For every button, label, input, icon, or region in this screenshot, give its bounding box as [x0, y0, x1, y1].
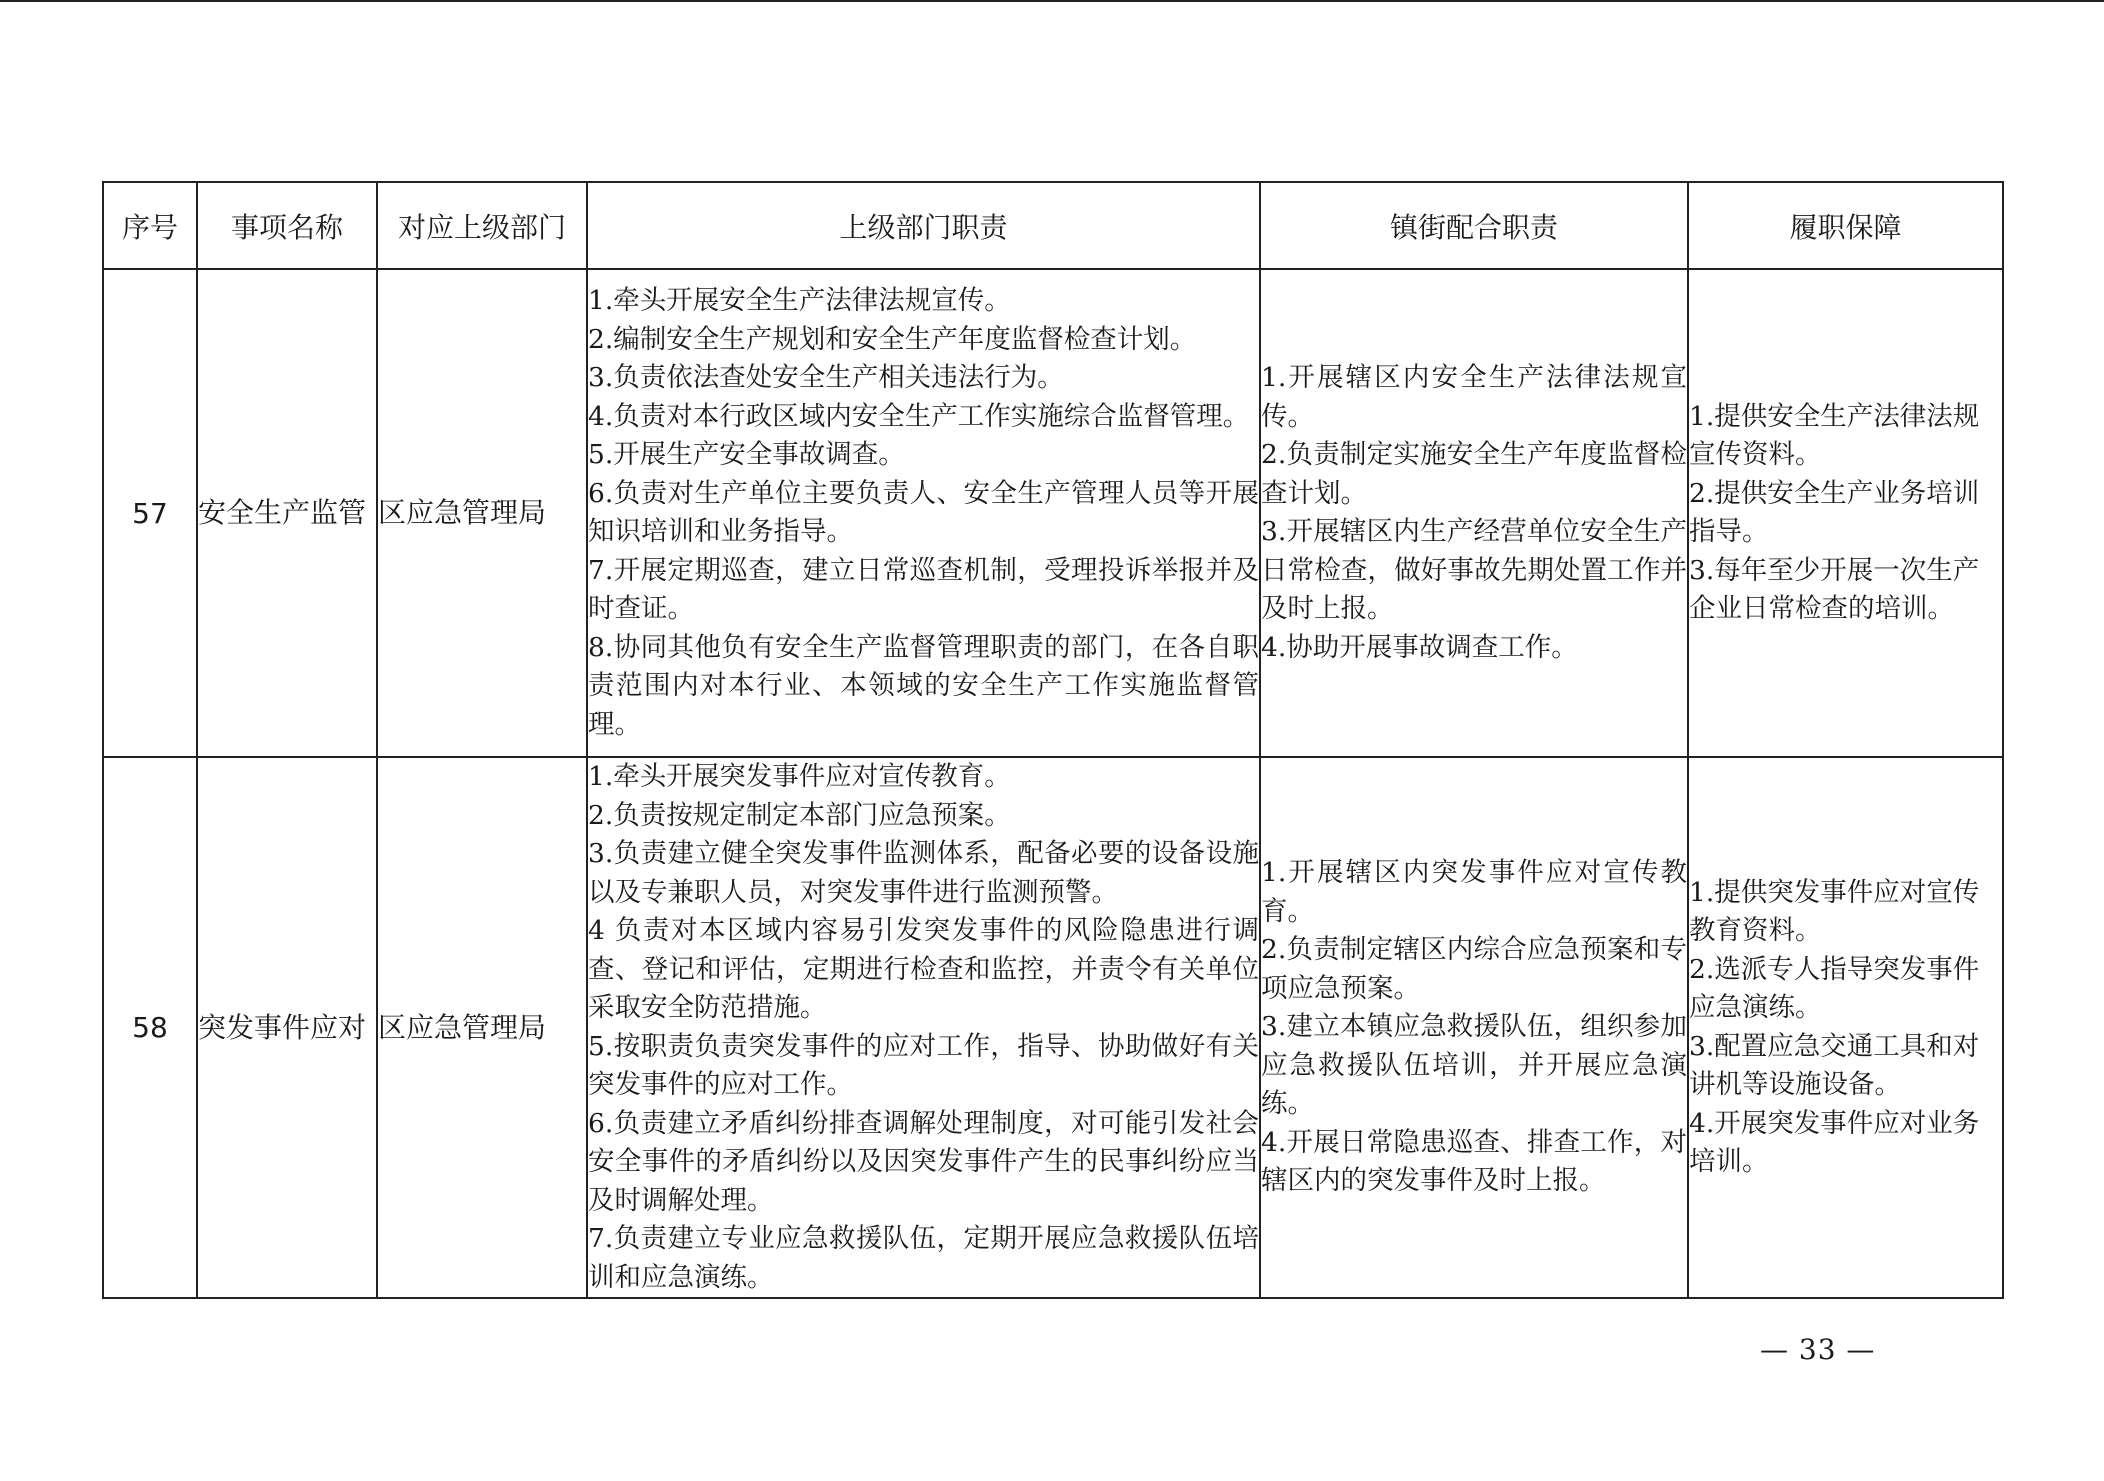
row-item-name: 安全生产监管: [197, 269, 377, 757]
page-number: — 33 —: [1760, 1333, 1876, 1366]
duty-item: 6.负责建立矛盾纠纷排查调解处理制度，对可能引发社会安全事件的矛盾纠纷以及因突发事件产生的民事纠纷应当及时调解处理。: [588, 1107, 1259, 1216]
duty-item: 3.开展辖区内生产经营单位安全生产日常检查，做好事故先期处置工作并及时上报。: [1261, 516, 1687, 624]
duty-table: [102, 181, 2004, 1299]
duty-item: 1.牵头开展突发事件应对宣传教育。: [588, 761, 1011, 792]
guarantee-item: 3.每年至少开展一次生产企业日常检查的培训。: [1689, 554, 1980, 624]
duty-item: 5.开展生产安全事故调查。: [588, 439, 905, 470]
top-border-line: [0, 0, 2104, 2]
header-town-duties: 镇街配合职责: [1260, 182, 1688, 269]
upper-duties-cell: [587, 757, 1260, 1298]
table-row: [103, 269, 2003, 757]
duty-item: 5.按职责负责突发事件的应对工作，指导、协助做好有关突发事件的应对工作。: [588, 1030, 1259, 1100]
row-upper-dept: 区应急管理局: [377, 269, 587, 757]
duty-item: 4.开展日常隐患巡查、排查工作，对辖区内的突发事件及时上报。: [1261, 1126, 1687, 1197]
duty-item: 6.负责对生产单位主要负责人、安全生产管理人员等开展知识培训和业务指导。: [588, 477, 1259, 547]
header-upper-duties: 上级部门职责: [587, 182, 1260, 269]
duty-item: 2.编制安全生产规划和安全生产年度监督检查计划。: [588, 323, 1197, 355]
duty-item: 1.开展辖区内安全生产法律法规宣传。: [1261, 362, 1687, 432]
guarantee-item: 4.开展突发事件应对业务培训。: [1689, 1107, 1980, 1177]
duty-item: 4.协助开展事故调查工作。: [1261, 631, 1578, 663]
header-row: [103, 182, 2003, 269]
row-item-name: 突发事件应对: [197, 757, 377, 1298]
town-duties-cell: [1260, 757, 1688, 1298]
duty-item: 3.负责依法查处安全生产相关违法行为。: [588, 362, 1064, 393]
row-upper-dept: 区应急管理局: [377, 757, 587, 1298]
duty-item: 1.开展辖区内突发事件应对宣传教育。: [1261, 857, 1687, 927]
row-seq: 58: [103, 757, 197, 1298]
header-item-name: 事项名称: [197, 182, 377, 269]
duty-item: 7.开展定期巡查，建立日常巡查机制，受理投诉举报并及时查证。: [588, 554, 1259, 624]
guarantee-item: 2.选派专人指导突发事件应急演练。: [1689, 953, 1980, 1023]
duty-item: 4.负责对本行政区域内安全生产工作实施综合监督管理。: [588, 400, 1250, 432]
header-guarantee: 履职保障: [1688, 182, 2003, 269]
header-seq: 序号: [103, 182, 197, 269]
guarantee-item: 3.配置应急交通工具和对讲机等设施设备。: [1689, 1030, 1980, 1100]
guarantee-item: 1.提供突发事件应对宣传教育资料。: [1689, 876, 1980, 946]
duty-item: 1.牵头开展安全生产法律法规宣传。: [588, 285, 1011, 316]
town-duties-cell: [1260, 269, 1688, 757]
duty-item: 7.负责建立专业应急救援队伍，定期开展应急救援队伍培训和应急演练。: [588, 1223, 1259, 1293]
duty-item: 2.负责制定辖区内综合应急预案和专项应急预案。: [1261, 934, 1687, 1004]
guarantee-cell: [1688, 757, 2003, 1298]
header-upper-dept: 对应上级部门: [377, 182, 587, 269]
guarantee-cell: [1688, 269, 2003, 757]
guarantee-item: 2.提供安全生产业务培训指导。: [1689, 477, 1980, 547]
guarantee-item: 1.提供安全生产法律法规宣传资料。: [1689, 400, 1980, 470]
duty-item: 2.负责按规定制定本部门应急预案。: [588, 799, 1011, 831]
duty-item: 3.负责建立健全突发事件监测体系，配备必要的设备设施以及专兼职人员，对突发事件进行监测预警。: [588, 838, 1259, 908]
duty-item: 8.协同其他负有安全生产监督管理职责的部门，在各自职责范围内对本行业、本领域的安全生产工作实施监督管理。: [588, 631, 1259, 740]
duty-item: 2.负责制定实施安全生产年度监督检查计划。: [1261, 439, 1687, 509]
upper-duties-cell: [587, 269, 1260, 757]
duty-item: 3.建立本镇应急救援队伍，组织参加应急救援队伍培训，并开展应急演练。: [1261, 1011, 1687, 1120]
duty-item: 4 负责对本区域内容易引发突发事件的风险隐患进行调查、登记和评估，定期进行检查和监控，并责令有关单位采取安全防范措施。: [588, 915, 1259, 1023]
table-row: [103, 757, 2003, 1298]
row-seq: 57: [103, 269, 197, 757]
